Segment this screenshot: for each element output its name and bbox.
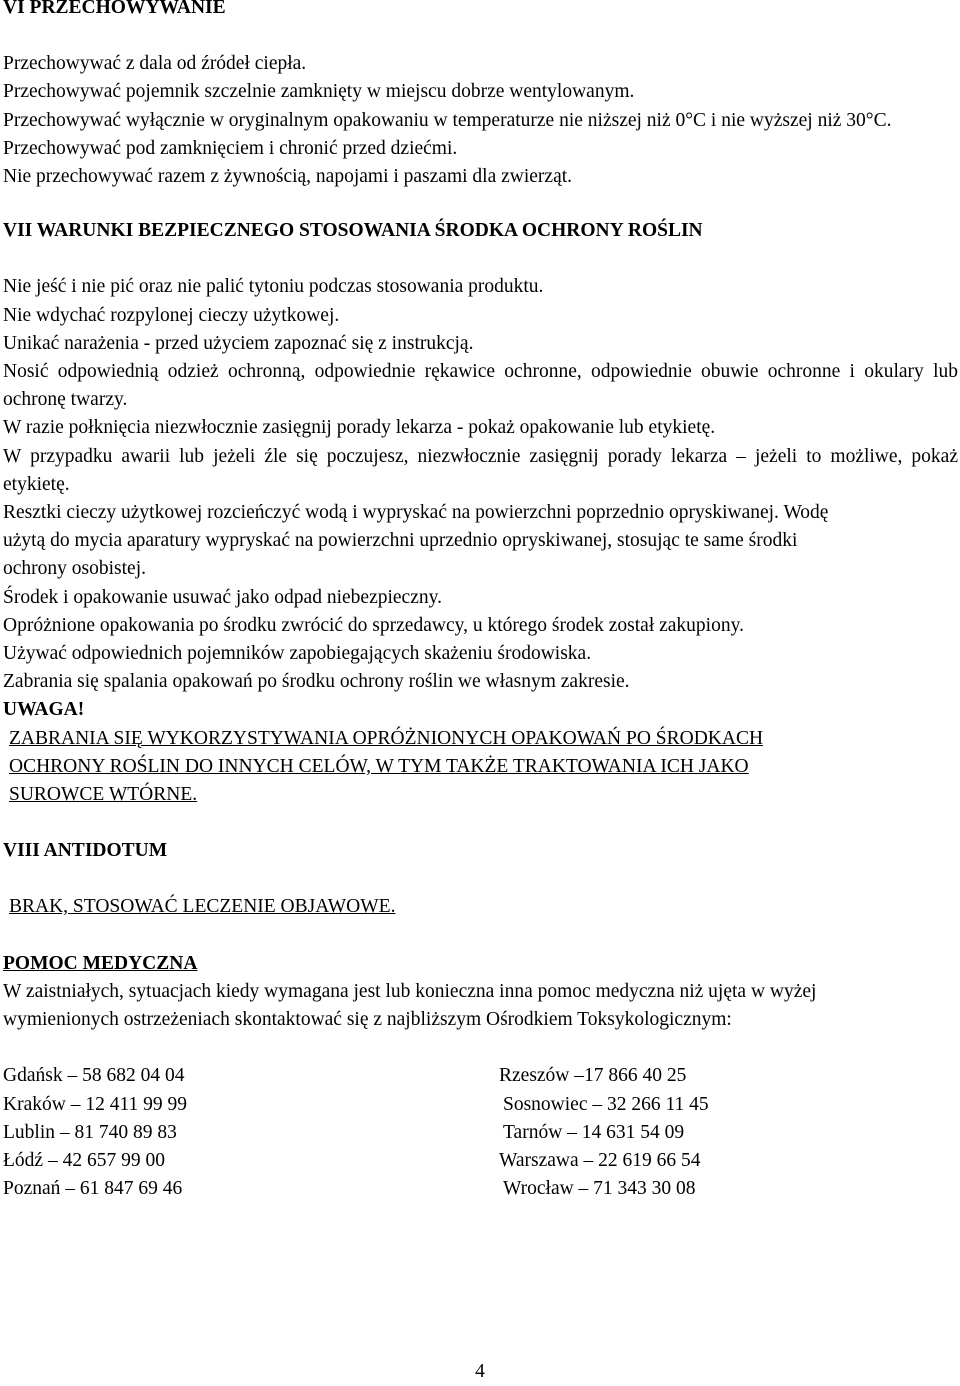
safety-line: Środek i opakowanie usuwać jako odpad niebezpieczny. [3,586,442,608]
safety-line: Resztki cieczy użytkowej rozcieńczyć wodą i wypryskać na powierzchni poprzednio opryskiwanej. Wodę użytą do mycia aparatury wypryskać na powierzchni uprzednio opryskiwanej, stosując te same środki ochrony osobistej. [3,502,829,580]
safety-line: Nie jeść i nie pić oraz nie palić tytoniu podczas stosowania produktu. [3,276,544,298]
medical-text: W zaistniałych, sytuacjach kiedy wymagana jest lub konieczna inna pomoc medyczna niż ujęta w wyżej wymienionych ostrzeżeniach skontaktować się z najbliższym Ośrodkiem Toksykologicznym: [3,980,817,1031]
safety-line: W przypadku awarii lub jeżeli źle się poczujesz, niezwłocznie zasięgnij porady lekarza – jeżeli to możliwe, pokaż etykietę. [3,445,958,495]
contact-entry: Kraków – 12 411 99 99 [3,1093,187,1115]
contact-entry: Wrocław – 71 343 30 08 [503,1178,696,1200]
safety-line: Nie wdychać rozpylonej cieczy użytkowej. [3,304,340,326]
section-6-heading: VI PRZECHOWYWANIE [3,0,226,18]
contact-entry: Tarnów – 14 631 54 09 [503,1121,685,1143]
contact-entry: Łódź – 42 657 99 00 [3,1149,165,1171]
safety-line: Unikać narażenia - przed użyciem zapoznać się z instrukcją. [3,332,474,354]
storage-line: Nie przechowywać razem z żywnością, napojami i paszami dla zwierząt. [3,166,573,188]
storage-line: Przechowywać z dala od źródeł ciepła. [3,53,307,75]
safety-line: Używać odpowiednich pojemników zapobiegających skażeniu środowiska. [3,643,592,665]
medical-heading: POMOC MEDYCZNA [3,952,198,974]
safety-line: W razie połknięcia niezwłocznie zasięgnij porady lekarza - pokaż opakowanie lub etykietę. [3,417,716,439]
contacts-right-column [499,1062,958,1203]
document-page [3,0,958,1203]
warning-text: ZABRANIA SIĘ WYKORZYSTYWANIA OPRÓŻNIONYCH OPAKOWAŃ PO ŚRODKACH OCHRONY ROŚLIN DO INNYCH CELÓW, W TYM TAKŻE TRAKTOWANIA ICH JAKO SUROWCE WTÓRNE. [9,727,764,806]
section-7-heading: VII WARUNKI BEZPIECZNEGO STOSOWANIA ŚRODKA OCHRONY ROŚLIN [3,220,703,242]
contact-entry: Poznań – 61 847 69 46 [3,1178,183,1200]
storage-line: Przechowywać pojemnik szczelnie zamknięty w miejscu dobrze wentylowanym. [3,81,635,103]
contact-entry: Rzeszów –17 866 40 25 [499,1065,687,1087]
contact-entry: Sosnowiec – 32 266 11 45 [503,1093,709,1115]
safety-line: Zabrania się spalania opakowań po środku ochrony roślin we własnym zakresie. [3,671,630,693]
storage-line: Przechowywać wyłącznie w oryginalnym opakowaniu w temperaturze nie niższej niż 0°C i nie wyższej niż 30°C. [3,109,892,131]
storage-line: Przechowywać pod zamknięciem i chronić przed dziećmi. [3,137,458,159]
safety-line: Opróżnione opakowania po środku zwrócić do sprzedawcy, u którego środek został zakupiony. [3,614,744,636]
toxicology-centers [3,1062,958,1203]
safety-line: Nosić odpowiednią odzież ochronną, odpowiednie rękawice ochronne, odpowiednie obuwie ochronne i okulary lub ochronę twarzy. [3,361,958,411]
section-8-heading: VIII ANTIDOTUM [3,840,168,862]
page-number: 4 [475,1361,485,1382]
contact-entry: Gdańsk – 58 682 04 04 [3,1065,185,1087]
contact-entry: Warszawa – 22 619 66 54 [499,1149,701,1171]
contact-entry: Lublin – 81 740 89 83 [3,1121,177,1143]
antidote-text: BRAK, STOSOWAĆ LECZENIE OBJAWOWE. [9,896,396,918]
contacts-left-column [3,1062,499,1203]
warning-label: UWAGA! [3,699,85,721]
